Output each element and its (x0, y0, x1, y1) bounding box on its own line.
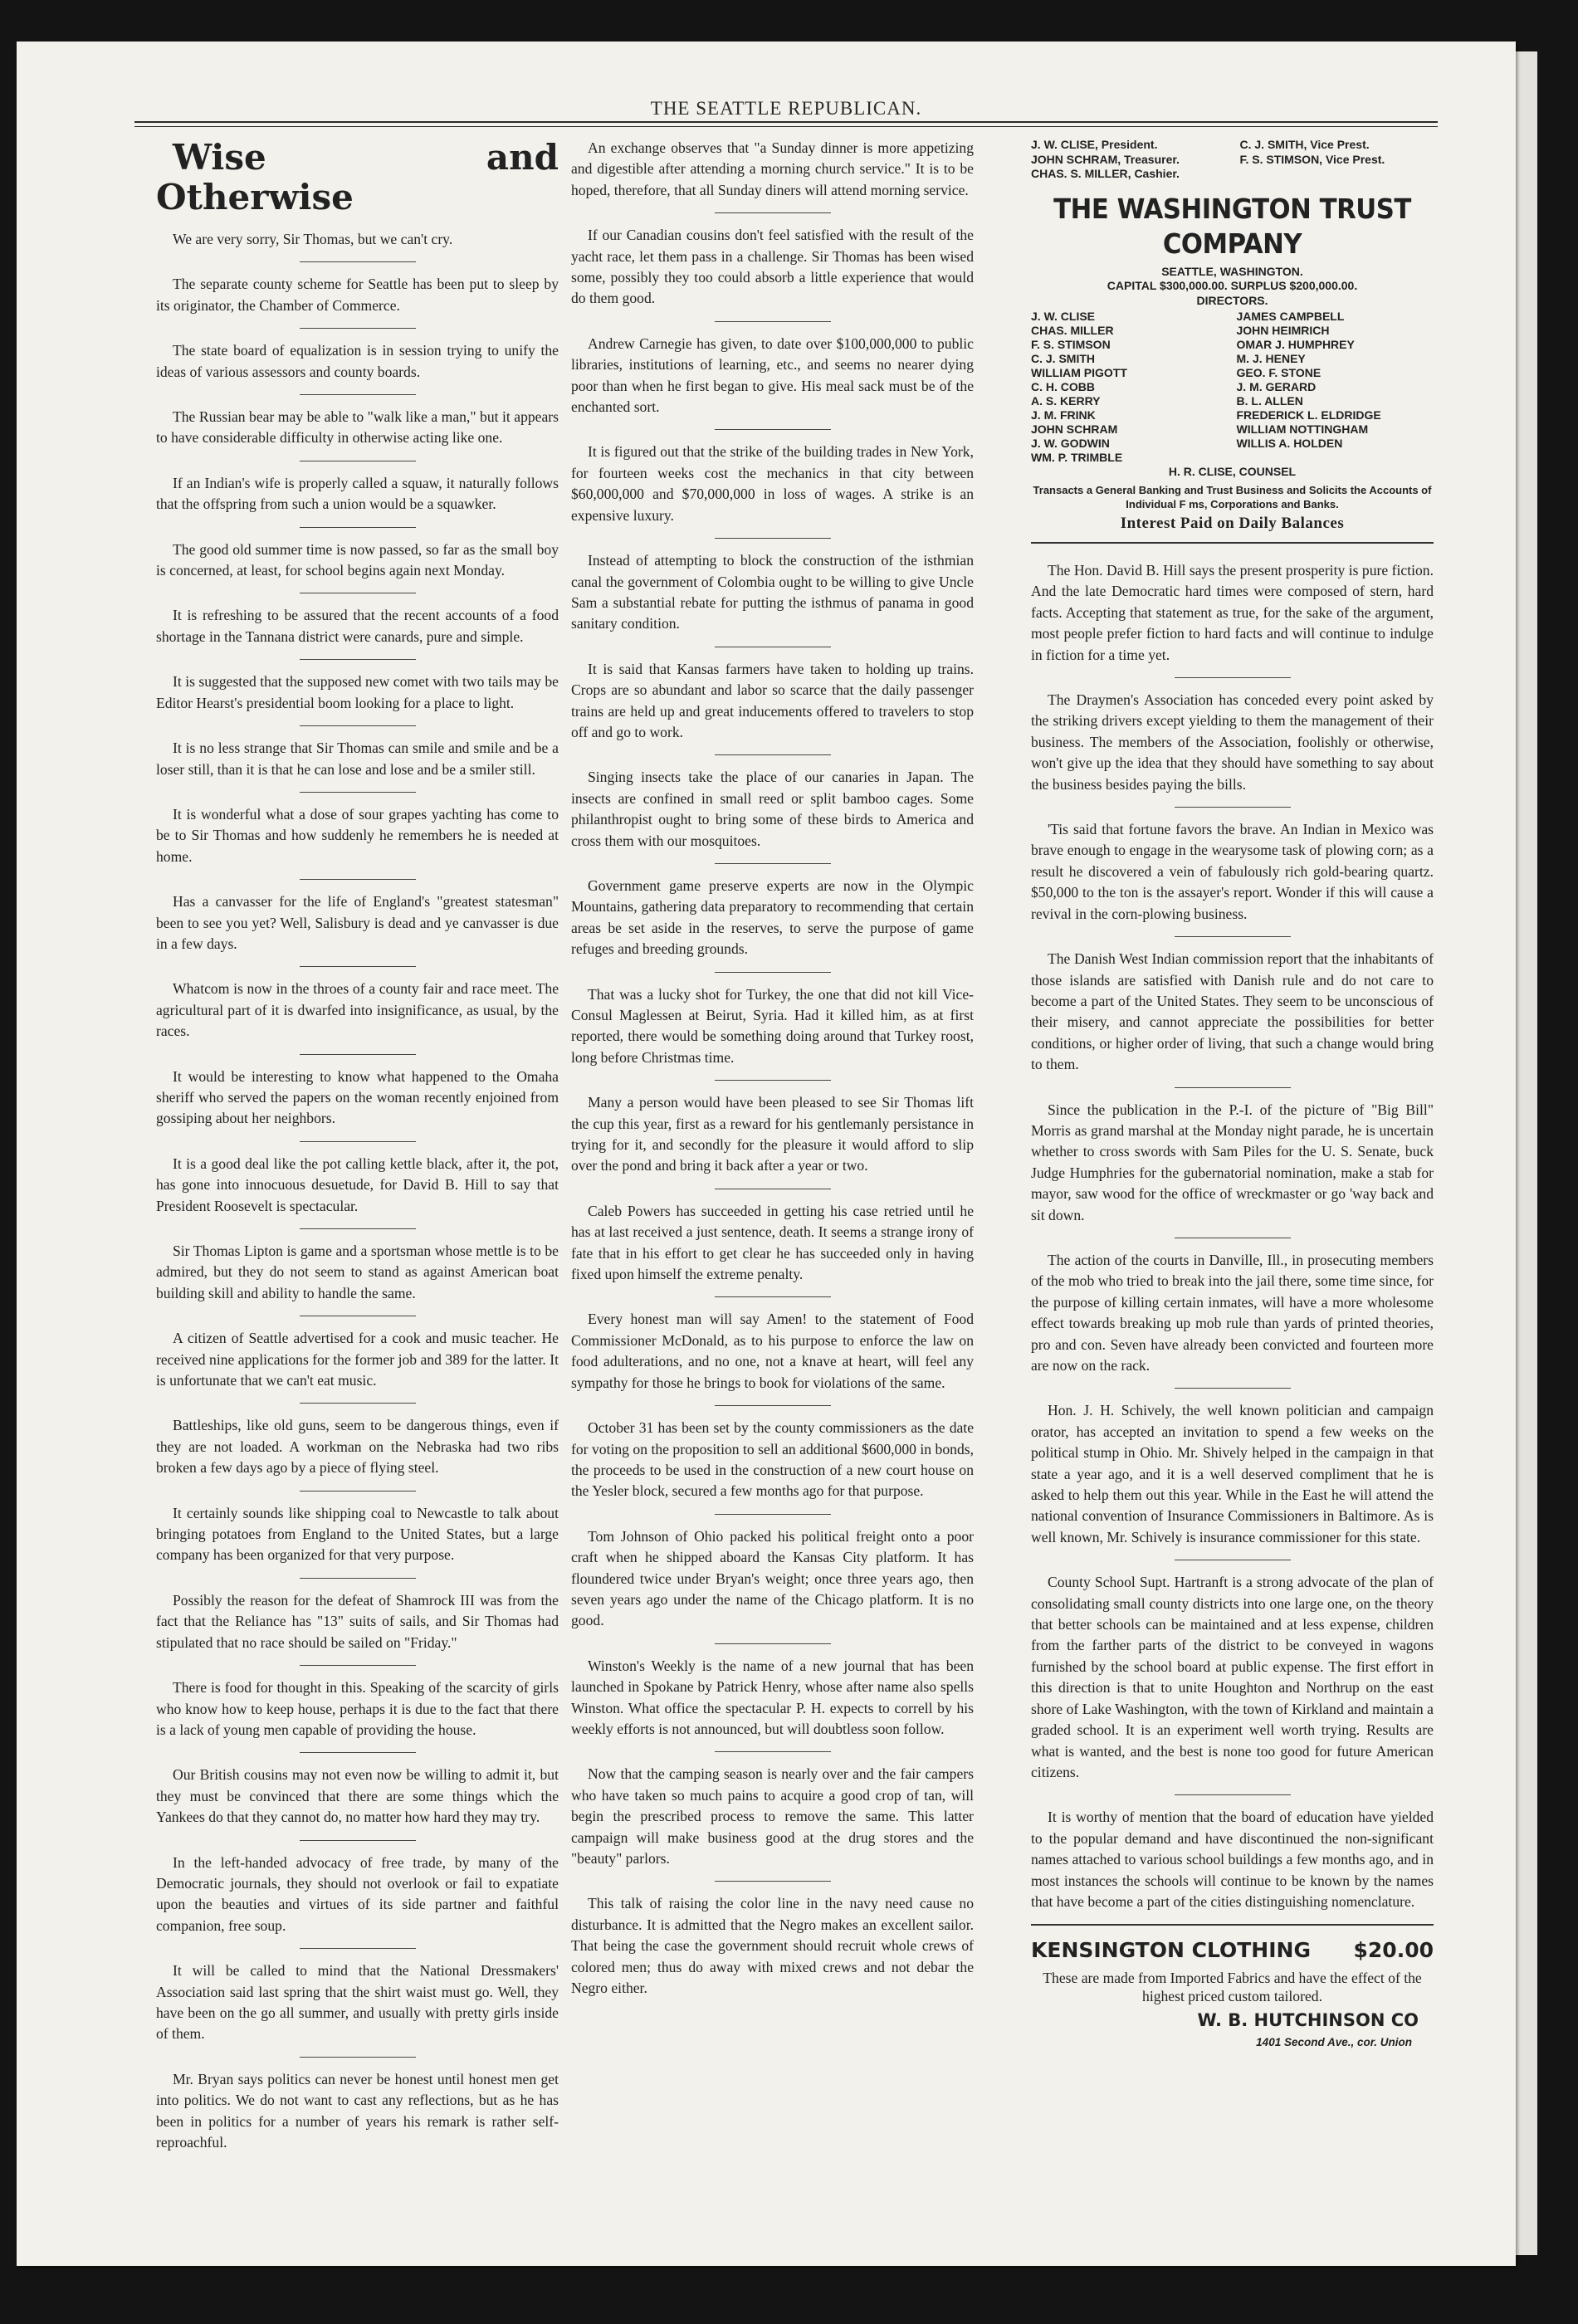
news-item: If an Indian's wife is properly called a squaw, it naturally follows that the offspring from such a union would be a squawker. (156, 474, 559, 513)
clothing-ad-title: KENSINGTON CLOTHING (1031, 1938, 1311, 1963)
item-separator (1175, 936, 1291, 937)
news-item: October 31 has been set by the county commissioners as the date for voting on the proposition to sell an additional $600,000 in bonds, the proceeds to be used in the construction of a new court house on the Yesler block, secured a few months ago for that purpose. (571, 1419, 974, 1500)
item-separator (300, 725, 416, 726)
item-separator (1175, 677, 1291, 678)
item-separator (300, 1228, 416, 1229)
name-entry: GEO. F. STONE (1236, 366, 1322, 379)
item-separator (715, 754, 831, 755)
news-item: An exchange observes that "a Sunday dinner is more appetizing and digestible after attending a morning church service." It is to be hoped, therefore, that all Sunday diners will attend morning service. (571, 139, 974, 198)
bank-name: THE WASHINGTON TRUST COMPANY (1053, 192, 1411, 260)
news-item: Our British cousins may not even now be willing to admit it, but they must be convinced that there are some things which the Yankees do that they cannot do, no matter how hard they may try. (156, 1766, 559, 1826)
news-item: If our Canadian cousins don't feel satisfied with the result of the yacht race, let them pass in a challenge. Sir Thomas has been wised some, possibly they too could absorb a little experience that would do them good. (571, 227, 974, 307)
section-headline: Wise and Otherwise (156, 137, 559, 217)
news-item: Sir Thomas Lipton is game and a sportsman whose mettle is to be admired, but they do not seem to stand as against American boat building skill and ability to handle the same. (156, 1243, 559, 1301)
name-entry: OMAR J. HUMPHREY (1236, 338, 1355, 351)
item-separator (715, 1405, 831, 1406)
item-separator (300, 328, 416, 329)
news-item: Since the publication in the P.-I. of the picture of "Big Bill" Morris as grand marshal at the Monday night parade, he is uncertain whether to cross swords with Sam Piles for the U. S. Senate, buck Judge Humphries for the gubernatorial nomination, make a stab for mayor, saw wood for the office of wreckmaster or go 'way back and sit down. (1031, 1101, 1434, 1223)
name-entry: C. H. COBB (1031, 380, 1095, 393)
name-entry: B. L. ALLEN (1236, 394, 1303, 408)
item-separator (300, 966, 416, 967)
item-separator (300, 2057, 416, 2058)
news-item: It is a good deal like the pot calling kettle black, after it, the pot, has gone into innocuous desuetude, for David B. Hill to say that President Roosevelt is spectacular. (156, 1155, 559, 1214)
name-entry: CHAS. S. MILLER, Cashier. (1031, 167, 1180, 180)
news-item: The Draymen's Association has conceded every point asked by the striking drivers except yielding to them the management of their business. The members of the Association, foolishly or otherwise, won't give up the idea that they should have something to say about the business besides paying the bills. (1031, 691, 1434, 793)
item-separator (1175, 1794, 1291, 1795)
item-separator (300, 659, 416, 660)
news-item: Has a canvasser for the life of England's "greatest statesman" been to see you yet? Well, Salisbury is dead and ye canvasser is due in a few days. (156, 893, 559, 952)
item-separator (715, 1296, 831, 1297)
item-separator (715, 321, 831, 322)
name-entry: WILLIS A. HOLDEN (1236, 437, 1343, 450)
item-separator (300, 1840, 416, 1841)
clothing-advertisement (1031, 1937, 1434, 2053)
name-entry: CHAS. MILLER (1031, 324, 1114, 337)
name-entry: M. J. HENEY (1236, 352, 1306, 365)
news-item: It is suggested that the supposed new comet with two tails may be Editor Hearst's presidential boom looking for a place to light. (156, 673, 559, 711)
name-entry (1240, 167, 1434, 182)
item-separator (715, 972, 831, 973)
item-separator (715, 1643, 831, 1644)
name-entry (1237, 451, 1434, 465)
news-item: Caleb Powers has succeeded in getting his case retried until he has at last received a just sentence, death. It seems a strange irony of fate that in his effort to get clear he has succeeded only in having fixed upon himself the extreme penalty. (571, 1202, 974, 1283)
clothing-ad-address: 1401 Second Ave., cor. Union (1256, 2035, 1412, 2048)
news-item: Winston's Weekly is the name of a new journal that has been launched in Spokane by Patrick Henry, whose after name also spells Winston. What office the spectacular P. H. expects to correll by his weekly efforts is not announced, but will doubtless soon follow. (571, 1657, 974, 1737)
news-item: It certainly sounds like shipping coal to Newcastle to talk about bringing potatoes from England to the United States, but a large company has been organized for that very purpose. (156, 1504, 559, 1564)
name-entry: JOHN HEIMRICH (1236, 324, 1330, 337)
item-separator (300, 1491, 416, 1492)
name-entry: WILLIAM PIGOTT (1031, 366, 1127, 379)
item-separator (300, 792, 416, 793)
news-item: The separate county scheme for Seattle has been put to sleep by its originator, the Chamber of Commerce. (156, 276, 559, 314)
news-item: Andrew Carnegie has given, to date over $100,000,000 to public libraries, institutions of learning, etc., and seems no nearer dying poor than when he first began to give. His meal sack must be of the enchanted sort. (571, 334, 974, 416)
clothing-ad-signature: W. B. HUTCHINSON CO (1197, 2010, 1419, 2031)
name-entry: JOHN SCHRAM (1031, 422, 1118, 436)
bank-directors (1031, 310, 1434, 465)
bank-counsel: H. R. CLISE, COUNSEL (1168, 465, 1297, 478)
item-separator (300, 1054, 416, 1055)
news-item: Many a person would have been pleased to see Sir Thomas lift the cup this year, first as a reward for his gentlemanly persistance in trying for it, and secondly for the pleasure it would afford to slip over the pond and bring it back after a year or two. (571, 1094, 974, 1174)
bank-advertisement (1031, 138, 1434, 530)
item-separator (300, 261, 416, 262)
news-item: Every honest man will say Amen! to the statement of Food Commissioner McDonald, as to his purpose to enforce the law on food adulterations, and no one, not a knave at heart, will feel any sympathy for those he brings to book for violations of the same. (571, 1311, 974, 1391)
item-separator (715, 538, 831, 539)
column-3 (1031, 138, 1434, 2053)
item-separator (1175, 807, 1291, 808)
news-item: Possibly the reason for the defeat of Shamrock III was from the fact that the Reliance has "13" suits of sails, and Sir Thomas had stipulated that no race should be sailed on "Friday." (156, 1591, 559, 1651)
news-item: Government game preserve experts are now in the Olympic Mountains, gathering data preparatory to recommending that certain areas be set aside in the reserves, to serve the purpose of game refuges and breeding grounds. (571, 876, 974, 958)
name-entry: WILLIAM NOTTINGHAM (1236, 422, 1369, 436)
name-entry: J. M. GERARD (1236, 380, 1317, 393)
item-separator (1175, 1087, 1291, 1088)
news-item: We are very sorry, Sir Thomas, but we can't cry. (173, 231, 453, 247)
bank-services: Transacts a General Banking and Trust Business and Solicits the Accounts of Individual F ms, Corporations and Banks. (1033, 483, 1432, 510)
news-item: Battleships, like old guns, seem to be dangerous things, even if they are not loaded. A workman on the Nebraska had two ribs broken a few days ago by a piece of flying steel. (156, 1417, 559, 1477)
masthead: THE SEATTLE REPUBLICAN. (650, 98, 922, 119)
column-3-items (1031, 560, 1434, 1912)
news-item: This talk of raising the color line in the navy need cause no disturbance. It is admitted that the Negro makes an excellent sailor. That being the case the government should recruit whole crews of colored men; thus do away with mixed crews and not debar the Negro either. (571, 1895, 974, 1997)
news-item: In the left-handed advocacy of free trade, by many of the Democratic journals, they should not overlook or fail to expatiate upon the beauties and virtues of its side partner and faithful companion, free soup. (156, 1853, 559, 1934)
item-separator (715, 863, 831, 864)
column-2-items (571, 138, 974, 1999)
news-item: 'Tis said that fortune favors the brave. An Indian in Mexico was brave enough to engage in the wearysome task of plowing corn; as a result he discovered a vein of fabulously rich gold-bearing quartz. $50,000 to the ton is the assayer's report. Wonder if this will cause a revival in the corn-plowing business. (1031, 821, 1434, 922)
news-item: Hon. J. H. Schively, the well known politician and campaign orator, has accepted an invitation to spend a few weeks on the political stump in Ohio. Mr. Shively helped in the campaign in that state a year ago, and it is a well deserved compliment that he is asked to help them out this year. While in the East he will attend the national convention of Insurance Commissioners in Baltimore. As is well known, Mr. Schively is insurance commissioner for this state. (1031, 1402, 1434, 1545)
news-item: It is figured out that the strike of the building trades in New York, for fourteen weeks cost the mechanics in that city between $60,000,000 and $70,000,000 in loss of wages. A strike is an expensive luxury. (571, 443, 974, 524)
name-entry: F. S. STIMSON (1031, 338, 1111, 351)
news-item: Whatcom is now in the throes of a county fair and race meet. The agricultural part of it is dwarfed into insignificance, as usual, by the races. (156, 980, 559, 1040)
bank-officers (1031, 138, 1434, 182)
news-item: Singing insects take the place of our canaries in Japan. The insects are confined in small reed or split bamboo cages. Some philanthropist ought to bring some of these birds to America and cross them with our mosquitoes. (571, 769, 974, 849)
news-item: Now that the camping season is nearly over and the fair campers who have taken so much pains to acquire a good crop of tan, will begin the prescribed process to remove the same. This latter campaign will make business good at the drug stores and the "beauty" parlors. (571, 1765, 974, 1867)
name-entry: J. W. CLISE, President. (1031, 138, 1158, 151)
item-separator (300, 1948, 416, 1949)
item-separator (300, 1665, 416, 1666)
news-item: The Russian bear may be able to "walk like a man," but it appears to have considerable difficulty in otherwise acting like one. (156, 408, 559, 447)
news-item: That was a lucky shot for Turkey, the one that did not kill Vice-Consul Maglessen at Beirut, Syria. Had it killed him, as at first reported, there would be something doing around that Turkey roost, long before Christmas time. (571, 985, 974, 1066)
column-2 (571, 138, 974, 2010)
item-separator (1175, 1388, 1291, 1389)
news-item: It is no less strange that Sir Thomas can smile and smile and be a loser still, than it is that he can lose and lose and be a smiler still. (156, 740, 559, 778)
name-entry: J. W. CLISE (1031, 310, 1096, 323)
news-item: It is worthy of mention that the board of education have yielded to the popular demand and have discontinued the non-significant names attached to various school buildings a few months ago, and in most instances the schools will continue to be known by the names that have become a part of the cities distinguishing nomenclature. (1031, 1809, 1434, 1910)
item-separator (300, 1752, 416, 1753)
news-item: It will be called to mind that the National Dressmakers' Association said last spring that the shirt waist must go. Well, they have been on the go all summer, and usually with pretty girls inside of them. (156, 1962, 559, 2043)
news-item: It would be interesting to know what happened to the Omaha sheriff who served the papers on the woman recently enjoined from gossiping about her neighbors. (156, 1067, 559, 1127)
name-entry: JOHN SCHRAM, Treasurer. (1031, 152, 1180, 166)
news-item: It is wonderful what a dose of sour grapes yachting has come to be to Sir Thomas and how suddenly he remembers he is needed at home. (156, 805, 559, 865)
column-1 (156, 138, 559, 2165)
clothing-ad-price: $20.00 (1353, 1938, 1434, 1963)
name-entry: A. S. KERRY (1031, 394, 1101, 408)
name-entry: J. W. GODWIN (1031, 437, 1110, 450)
name-entry: JAMES CAMPBELL (1236, 310, 1345, 323)
news-item: The action of the courts in Danville, Ill., in prosecuting members of the mob who tried to break into the jail there, some time since, for the purpose of killing certain inmates, will have a more wholesome effect towards breaking up mob rule than yards of printed theories, pro and con. Seven have already been convicted and fourteen more are now on the rack. (1031, 1251, 1434, 1374)
clothing-ad-text: These are made from Imported Fabrics and have the effect of the highest priced custom tailored. (1043, 1970, 1422, 2005)
name-entry: WM. P. TRIMBLE (1031, 451, 1123, 464)
news-item: Tom Johnson of Ohio packed his political freight onto a poor craft when he shipped aboard the Kansas City platform. It has floundered twice under Bryan's weight; once three years ago, then seven years ago under the name of the Chicago platform. It is no good. (571, 1527, 974, 1629)
bank-capital: CAPITAL $300,000.00. SURPLUS $200,000.00. (1107, 279, 1358, 292)
item-separator (300, 1403, 416, 1404)
item-separator (300, 879, 416, 880)
item-separator (715, 429, 831, 430)
masthead-rule-thin (134, 126, 1438, 127)
news-item: The Danish West Indian commission report that the inhabitants of those islands are satisfied with Danish rule and do not care to become a part of the United States. They seem to be unconscious of their misery, and cannot appreciate the possibilities for better conditions, or higher order of living, that such a change would bring to them. (1031, 950, 1434, 1073)
clothing-ad-title-row (1031, 1937, 1434, 1964)
news-item: The state board of equalization is in session trying to unify the ideas of various assessors and county boards. (156, 342, 559, 380)
item-separator (715, 1751, 831, 1752)
news-item: A citizen of Seattle advertised for a cook and music teacher. He received nine applications for the former job and 389 for the latter. It is unfortunate that we can't eat music. (156, 1330, 559, 1389)
item-separator (300, 394, 416, 395)
item-separator (715, 1514, 831, 1515)
name-entry: FREDERICK L. ELDRIDGE (1236, 408, 1381, 422)
news-item: There is food for thought in this. Speaking of the scarcity of girls who know how to keep house, perhaps it is due to the fact that there is a lack of young men capable of providing the house. (156, 1679, 559, 1738)
news-item: The good old summer time is now passed, so far as the small boy is concerned, at least, for school begins again next Monday. (156, 540, 559, 579)
item-separator (300, 1141, 416, 1142)
news-item: County School Supt. Hartranft is a strong advocate of the plan of consolidating small county districts into one large one, on the theory that better schools can be maintained and at less expense, children from the farther parts of the district to be conveyed in wagons furnished by the school board at public expense. The first effort in this direction is that to unite Houghton and Northrup on the east shore of Lake Washington, with the town of Kirkland and maintain a graded school. It is an experiment well worth trying. Results are what is wanted, and the best is none too good for future American citizens. (1031, 1574, 1434, 1780)
name-entry: C. J. SMITH (1031, 352, 1096, 365)
bank-interest-line: Interest Paid on Daily Balances (1120, 514, 1345, 532)
item-separator (715, 1881, 831, 1882)
name-entry: C. J. SMITH, Vice Prest. (1239, 138, 1370, 151)
news-item: The Hon. David B. Hill says the present prosperity is pure fiction. And the late Democratic hard times were composed of stern, hard facts. Accepting that statement as true, for the sake of the argument, most people prefer fiction to hard facts and will continue to indulge in fiction for a time yet. (1031, 562, 1434, 663)
directors-label: DIRECTORS. (1196, 293, 1268, 307)
item-separator (300, 527, 416, 528)
news-item: Instead of attempting to block the construction of the isthmian canal the government of Colombia ought to be willing to give Uncle Sam a substantial rebate for putting the isthmus of panama in good sanitary condition. (571, 552, 974, 632)
column-1-items (156, 229, 559, 2153)
news-item: It is said that Kansas farmers have taken to holding up trains. Crops are so abundant and labor so scarce that the daily passenger trains are held up and great inducements offered to travelers to stop off and go to work. (571, 660, 974, 740)
news-item: Mr. Bryan says politics can never be honest until honest men get into politics. We do not want to cast any reflections, but as he has been in politics for a number of years his remark is rather self-reproachful. (156, 2070, 559, 2151)
bank-ad-rule (1031, 542, 1434, 544)
bank-city: SEATTLE, WASHINGTON. (1161, 264, 1303, 278)
masthead-rule (134, 121, 1438, 123)
item-separator (300, 1578, 416, 1579)
news-item: It is refreshing to be assured that the recent accounts of a food shortage in the Tannana district were canards, pure and simple. (156, 607, 559, 645)
name-entry: J. M. FRINK (1031, 408, 1096, 422)
item-separator (715, 212, 831, 213)
item-separator (715, 1080, 831, 1081)
name-entry: F. S. STIMSON, Vice Prest. (1239, 152, 1385, 166)
clothing-ad-rule (1031, 1924, 1434, 1926)
